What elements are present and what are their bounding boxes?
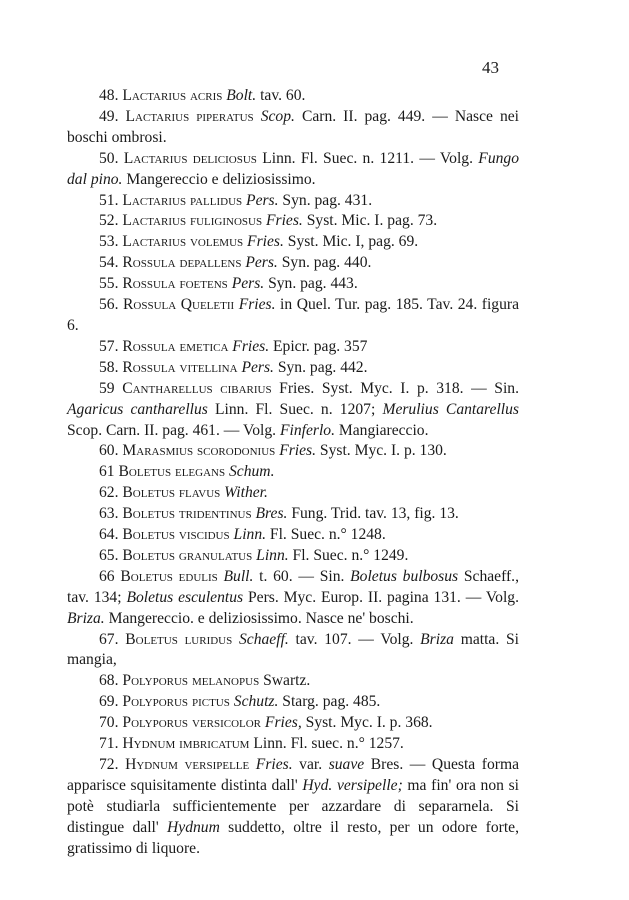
species-entry xyxy=(67,337,519,358)
reference-text: Linn. Fl. Suec. n. 1211. — Volg. xyxy=(262,149,479,167)
species-name: vitellina xyxy=(179,358,238,376)
genus-name: Boletus xyxy=(122,484,175,502)
species-entry xyxy=(67,379,519,442)
species-name: versipelle xyxy=(184,756,250,773)
entry-number: 61 xyxy=(99,463,115,481)
genus-name: Boletus xyxy=(122,505,175,523)
author-name: Linn. xyxy=(256,546,289,564)
species-entry xyxy=(67,358,519,379)
species-list xyxy=(67,86,519,860)
reference-text: Starg. pag. 485. xyxy=(278,693,381,711)
entry-number: 50. xyxy=(99,149,119,167)
entry-number: 65. xyxy=(99,546,119,564)
species-name: scorodonius xyxy=(197,442,276,460)
author-name: Fries. xyxy=(279,442,317,460)
species-entry xyxy=(67,191,519,212)
species-name: fuliginosus xyxy=(189,212,263,230)
reference-text: Syst. Mic. I. pag. 73. xyxy=(302,212,438,230)
reference-text: Fung. Trid. tav. 13, fig. 13. xyxy=(287,505,459,523)
synonym-name: Boletus esculentus xyxy=(126,588,244,606)
species-name: Queletii xyxy=(180,296,235,314)
genus-name: Hydnum xyxy=(122,735,176,753)
author-name: Fries, xyxy=(264,714,302,732)
entry-number: 63. xyxy=(99,505,119,523)
genus-name: Rossula xyxy=(122,254,176,272)
genus-name: Rossula xyxy=(123,296,177,314)
reference-text: Syn. pag. 442. xyxy=(273,358,368,376)
author-name: Schum. xyxy=(229,463,275,481)
genus-name: Lactarius xyxy=(123,149,188,167)
species-name: foetens xyxy=(179,275,228,293)
reference-text: Linn. Fl. Suec. n. 1207; xyxy=(207,400,383,418)
species-entry xyxy=(67,671,519,692)
vulgar-name: Briza xyxy=(420,630,454,648)
note-text: Mangiareccio. xyxy=(334,421,429,439)
species-name: elegans xyxy=(174,463,226,481)
species-entry xyxy=(67,630,519,672)
species-name: edulis xyxy=(178,567,218,585)
species-entry xyxy=(67,483,519,504)
entry-number: 49. xyxy=(99,107,119,125)
author-name: Scop. xyxy=(260,107,295,125)
genus-name: Polyporus xyxy=(122,693,189,711)
genus-name: Marasmius xyxy=(122,442,194,460)
species-name: pictus xyxy=(191,693,230,711)
author-name: Pers. xyxy=(245,254,278,272)
species-name: flavus xyxy=(178,484,221,502)
note-text: suddetto, oltre il resto, per un odore forte, gratissimo di liquore. xyxy=(67,818,519,857)
reference-text: Syst. Myc. I. p. 130. xyxy=(316,442,447,460)
species-name: tridentinus xyxy=(178,505,252,523)
species-entry xyxy=(67,86,519,107)
species-name: volemus xyxy=(189,233,244,251)
species-entry xyxy=(67,692,519,713)
species-name: emetica xyxy=(179,337,229,355)
reference-text: ma fin' ora non si potè studiarla sufficientemente per azzardare di separarnela. Si distingue dall' xyxy=(67,776,519,836)
species-name: acris xyxy=(189,87,223,104)
reference-text: Syst. Mic. I, pag. 69. xyxy=(283,233,419,251)
author-name: Pers. xyxy=(231,275,265,293)
author-name: Fries. xyxy=(247,233,284,251)
page-number: 43 xyxy=(482,58,499,77)
genus-name: Lactarius xyxy=(125,107,190,125)
genus-name: Lactarius xyxy=(122,87,187,104)
species-entry xyxy=(67,253,519,274)
author-name: Pers. xyxy=(241,358,274,376)
entry-number: 62. xyxy=(99,484,119,502)
entry-number: 68. xyxy=(99,672,119,690)
species-entry xyxy=(67,295,519,337)
entry-number: 72. xyxy=(99,756,119,773)
reference-text: Epicr. pag. 357 xyxy=(269,337,368,355)
reference-text: Syn. pag. 440. xyxy=(277,254,372,272)
note-text: Mangereccio e deliziosissimo. xyxy=(122,170,316,188)
reference-text: Fries. Syst. Myc. I. p. 318. — Sin. xyxy=(279,379,519,397)
vulgar-name: Hydnum xyxy=(167,818,220,836)
species-name: versicolor xyxy=(191,714,262,732)
author-name: Pers. xyxy=(246,191,279,209)
reference-text: Carn. II. pag. 449. — Nasce nei boschi ombrosi. xyxy=(67,107,520,146)
species-entry xyxy=(67,107,519,149)
reference-text: Pers. Myc. Europ. II. pagina 131. — Volg. xyxy=(243,588,519,606)
synonym-name: suave xyxy=(328,756,365,773)
species-name: depallens xyxy=(179,254,242,272)
species-entry xyxy=(67,546,519,567)
species-entry xyxy=(67,149,519,191)
genus-name: Boletus xyxy=(122,546,175,564)
reference-text: Schaeff., tav. 134; xyxy=(67,567,519,606)
author-name: Bres. xyxy=(255,505,288,523)
species-entry xyxy=(67,525,519,546)
genus-name: Polyporus xyxy=(122,714,189,732)
reference-text: Swartz. xyxy=(263,672,311,690)
genus-name: Cantharellus xyxy=(122,379,213,397)
entry-number: 66 xyxy=(99,567,115,585)
entry-number: 59 xyxy=(99,379,115,397)
genus-name: Polyporus xyxy=(122,672,189,690)
species-name: cibarius xyxy=(220,379,272,397)
author-name: Fries. xyxy=(232,337,270,355)
species-entry xyxy=(67,755,519,860)
author-name: Wither. xyxy=(224,484,268,502)
species-entry xyxy=(67,504,519,525)
species-name: deliciosus xyxy=(192,149,257,167)
note-text: matta. Si mangia, xyxy=(67,630,519,669)
reference-text: Fl. Suec. n.° 1248. xyxy=(266,526,386,544)
genus-name: Rossula xyxy=(122,337,176,355)
species-name: luridus xyxy=(184,630,233,648)
entry-number: 52. xyxy=(99,212,119,230)
species-name: melanopus xyxy=(191,672,260,690)
species-name: granulatus xyxy=(178,546,253,564)
species-entry xyxy=(67,462,519,483)
synonym-name: Merulius Cantarellus xyxy=(382,400,519,418)
entry-number: 60. xyxy=(99,442,119,460)
reference-text: var. xyxy=(292,756,329,773)
species-entry xyxy=(67,211,519,232)
entry-number: 58. xyxy=(99,358,119,376)
author-name: Schutz. xyxy=(233,693,279,711)
genus-name: Lactarius xyxy=(122,212,187,230)
reference-text: tav. 60. xyxy=(256,87,306,104)
reference-text: Syst. Myc. I. p. 368. xyxy=(301,714,433,732)
entry-number: 53. xyxy=(99,233,119,251)
species-name: pallidus xyxy=(189,191,243,209)
reference-text: in Quel. Tur. pag. 185. Tav. 24. figura 6. xyxy=(67,296,519,334)
genus-name: Lactarius xyxy=(122,233,187,251)
entry-number: 69. xyxy=(99,693,119,711)
author-name: Linn. xyxy=(233,526,267,544)
genus-name: Boletus xyxy=(125,630,178,648)
species-name: imbricatum xyxy=(179,735,250,753)
reference-text: Scop. Carn. II. pag. 461. — Volg. xyxy=(67,421,280,439)
genus-name: Boletus xyxy=(122,526,175,544)
entry-number: 71. xyxy=(99,735,119,753)
vulgar-name: Briza. xyxy=(67,609,105,627)
species-entry xyxy=(67,274,519,295)
entry-number: 57. xyxy=(99,337,119,355)
entry-number: 56. xyxy=(99,296,119,314)
entry-number: 54. xyxy=(99,254,119,272)
note-text: Mangereccio. e deliziosissimo. Nasce ne' boschi. xyxy=(104,609,414,627)
synonym-name: Boletus bulbosus xyxy=(350,567,459,585)
entry-number: 64. xyxy=(99,526,119,544)
species-name: piperatus xyxy=(196,107,254,125)
synonym-name: Hyd. versipelle; xyxy=(302,776,403,794)
vulgar-name: Fungo dal pino. xyxy=(67,149,520,188)
species-entry xyxy=(67,232,519,253)
entry-number: 55. xyxy=(99,275,119,293)
vulgar-name: Finferlo. xyxy=(279,421,335,439)
author-name: Fries. xyxy=(266,212,303,230)
species-entry xyxy=(67,441,519,462)
author-name: Bull. xyxy=(223,567,254,585)
reference-text: tav. 107. — Volg. xyxy=(288,630,421,648)
reference-text: Bres. — Questa forma apparisce squisitamente distinta dall' xyxy=(67,756,520,794)
genus-name: Boletus xyxy=(120,567,173,585)
species-name: viscidus xyxy=(178,526,230,544)
genus-name: Rossula xyxy=(122,358,176,376)
genus-name: Lactarius xyxy=(122,191,187,209)
entry-number: 67. xyxy=(99,630,119,648)
reference-text: Fl. Suec. n.° 1249. xyxy=(288,546,409,564)
reference-text: Syn. pag. 443. xyxy=(264,275,358,293)
author-name: Fries. xyxy=(238,296,276,314)
author-name: Schaeff. xyxy=(239,630,289,648)
reference-text: Linn. Fl. suec. n.° 1257. xyxy=(253,735,404,753)
species-entry xyxy=(67,567,519,630)
reference-text: Syn. pag. 431. xyxy=(278,191,373,209)
entry-number: 70. xyxy=(99,714,119,732)
entry-number: 51. xyxy=(99,191,119,209)
synonym-name: Agaricus cantharellus xyxy=(67,400,208,418)
genus-name: Hydnum xyxy=(125,756,178,773)
species-entry xyxy=(67,734,519,755)
author-name: Fries. xyxy=(255,756,293,773)
species-entry xyxy=(67,713,519,734)
author-name: Bolt. xyxy=(226,87,257,104)
genus-name: Boletus xyxy=(118,463,172,481)
reference-text: t. 60. — Sin. xyxy=(253,567,351,585)
entry-number: 48. xyxy=(99,87,119,104)
genus-name: Rossula xyxy=(122,275,176,293)
